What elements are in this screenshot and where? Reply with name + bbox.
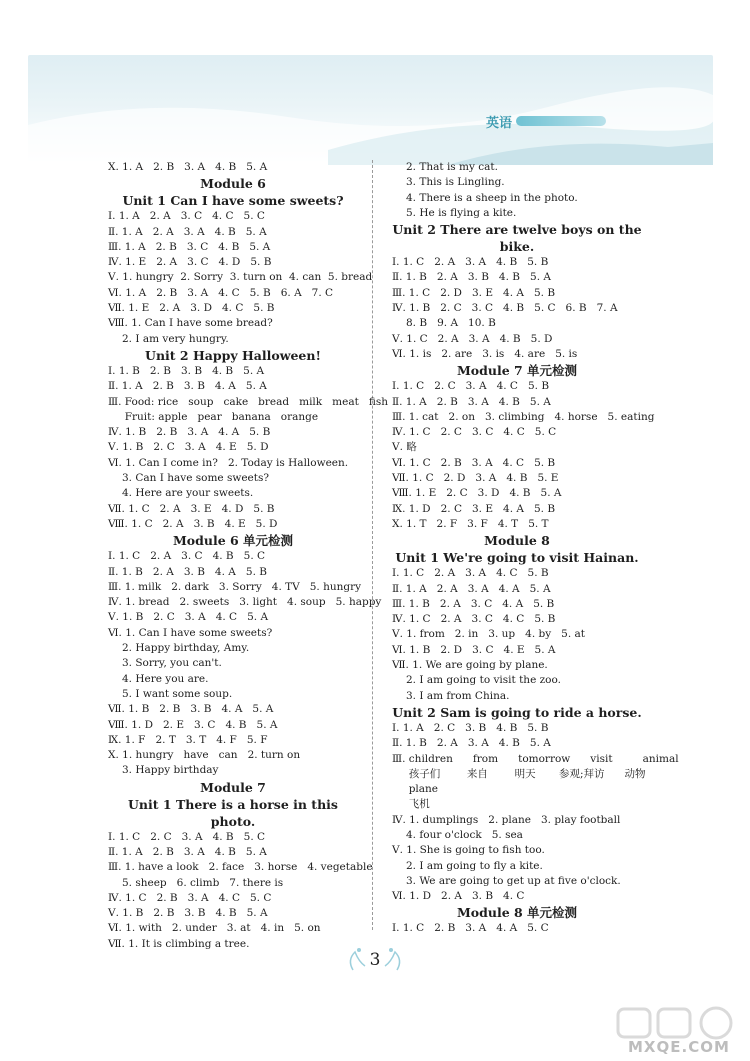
answer-line: Ⅷ. 1. E 2. C 3. D 4. B 5. A — [392, 487, 562, 500]
answer-line: Ⅲ. 1. have a look 2. face 3. horse 4. vegetable — [108, 861, 373, 874]
answer-line: Ⅵ. 1. D 2. A 3. B 4. C — [392, 890, 525, 903]
section-heading: Unit 1 Can I have some sweets? — [122, 193, 344, 209]
answer-line: Ⅴ. 1. B 2. C 3. A 4. C 5. A — [108, 611, 269, 624]
section-heading: Module 6 单元检测 — [172, 533, 294, 549]
answer-line: Ⅲ. 1. C 2. D 3. E 4. A 5. B — [392, 286, 556, 299]
answer-line: 飞机 — [392, 798, 430, 811]
answer-line: Ⅲ. Food: rice soup cake bread milk meat fish — [108, 395, 388, 408]
answer-line: Ⅲ. children from tomorrow visit animal — [392, 752, 679, 765]
answer-line: Ⅲ. 1. milk 2. dark 3. Sorry 4. TV 5. hungry — [108, 580, 362, 593]
answer-line: 3. Can I have some sweets? — [122, 472, 269, 485]
answer-line: Ⅶ. 1. C 2. D 3. A 4. B 5. E — [392, 472, 559, 485]
answer-line: Ⅹ. 1. hungry have can 2. turn on — [108, 749, 301, 762]
section-heading: Module 6 — [200, 176, 266, 192]
answer-line: Ⅵ. 1. Can I have some sweets? — [108, 626, 273, 639]
section-heading: Module 7 单元检测 — [456, 363, 578, 379]
answer-line: Ⅱ. 1. B 2. A 3. A 4. B 5. A — [392, 737, 551, 750]
answer-line: Ⅷ. 1. C 2. A 3. B 4. E 5. D — [108, 517, 278, 530]
answer-line: Ⅰ. 1. A 2. C 3. B 4. B 5. B — [392, 721, 549, 734]
answer-line: Ⅳ. 1. bread 2. sweets 3. light 4. soup 5. happy — [108, 596, 382, 609]
answer-line: 2. I am going to visit the zoo. — [406, 674, 561, 687]
answer-line: Ⅷ. 1. D 2. E 3. C 4. B 5. A — [108, 718, 278, 731]
answer-line: Ⅱ. 1. A 2. B 3. A 4. B 5. A — [392, 395, 551, 408]
answer-line: Ⅳ. 1. B 2. B 3. A 4. A 5. B — [108, 426, 271, 439]
column-divider — [372, 160, 373, 930]
answer-line: Ⅶ. 1. It is climbing a tree. — [108, 937, 250, 950]
section-heading: Module 7 — [200, 779, 266, 795]
answer-line: 5. I want some soup. — [122, 687, 233, 700]
answer-line: Ⅴ. 1. C 2. A 3. A 4. B 5. D — [392, 332, 553, 345]
answer-line: Ⅶ. 1. E 2. A 3. D 4. C 5. B — [108, 302, 275, 315]
answer-line: Ⅷ. 1. Can I have some bread? — [108, 317, 273, 330]
answer-line: Ⅴ. 1. from 2. in 3. up 4. by 5. at — [392, 628, 586, 641]
answer-line: 4. There is a sheep in the photo. — [406, 191, 578, 204]
section-heading: bike. — [499, 239, 535, 255]
answer-line: 3. I am from China. — [406, 689, 510, 702]
right-column — [392, 160, 679, 937]
answer-line: Ⅴ. 1. B 2. B 3. B 4. B 5. A — [108, 907, 268, 920]
section-heading: Unit 1 There is a horse in this photo. — [128, 796, 338, 829]
answer-line: plane — [392, 783, 439, 796]
answer-line: Ⅸ. 1. D 2. C 3. E 4. A 5. B — [392, 502, 556, 515]
answer-line: 2. Happy birthday, Amy. — [122, 642, 250, 655]
answer-line: Ⅰ. 1. A 2. A 3. C 4. C 5. C — [108, 210, 265, 223]
section-heading: Unit 2 Sam is going to ride a horse. — [392, 704, 642, 720]
answer-line: 2. I am very hungry. — [122, 332, 229, 345]
watermark-text: MXQE.COM — [628, 1038, 730, 1056]
answer-line: Ⅹ. 1. A 2. B 3. A 4. B 5. A — [108, 161, 268, 173]
answer-line: Ⅸ. 1. F 2. T 3. T 4. F 5. F — [108, 733, 268, 746]
section-heading: Unit 2 Happy Halloween! — [145, 347, 321, 363]
answer-line: Ⅶ. 1. B 2. B 3. B 4. A 5. A — [108, 703, 274, 716]
answer-line: Ⅰ. 1. C 2. A 3. A 4. C 5. B — [392, 567, 549, 580]
answer-line: Ⅳ. 1. dumplings 2. plane 3. play football — [392, 813, 621, 826]
answer-line: Ⅴ. 1. B 2. C 3. A 4. E 5. D — [108, 441, 269, 454]
answer-line: Ⅲ. 1. cat 2. on 3. climbing 4. horse 5. eating — [392, 410, 655, 423]
answer-line: Ⅹ. 1. T 2. F 3. F 4. T 5. T — [392, 517, 549, 530]
answer-line: Ⅱ. 1. A 2. B 3. B 4. A 5. A — [108, 380, 267, 393]
subject-tag — [486, 110, 606, 132]
banner-wave-decoration — [28, 55, 713, 165]
answer-line: Ⅱ. 1. B 2. A 3. B 4. A 5. B — [108, 565, 267, 578]
answer-line: 3. We are going to get up at five o'clock. — [406, 874, 621, 887]
answer-line: Ⅵ. 1. with 2. under 3. at 4. in 5. on — [108, 922, 321, 935]
answer-line: Ⅰ. 1. B 2. B 3. B 4. B 5. A — [108, 364, 265, 377]
answer-line: Ⅵ. 1. Can I come in? 2. Today is Halloween. — [108, 456, 349, 469]
answer-line: Ⅴ. 1. She is going to fish too. — [392, 844, 545, 857]
answer-line: 2. I am going to fly a kite. — [406, 859, 543, 872]
subject-bar — [516, 116, 606, 126]
answer-line: Ⅵ. 1. C 2. B 3. A 4. C 5. B — [392, 456, 556, 469]
answer-line: 2. That is my cat. — [406, 161, 498, 173]
answer-line: Ⅰ. 1. C 2. C 3. A 4. B 5. C — [108, 830, 266, 843]
answer-line: 4. Here are your sweets. — [122, 487, 254, 500]
answer-line: Ⅱ. 1. B 2. A 3. B 4. B 5. A — [392, 271, 551, 284]
answer-line: Ⅵ. 1. A 2. B 3. A 4. C 5. B 6. A 7. C — [108, 286, 334, 299]
answer-line: 5. sheep 6. climb 7. there is — [122, 876, 284, 889]
answer-line: Ⅱ. 1. A 2. B 3. A 4. B 5. A — [108, 845, 267, 858]
answer-line: Ⅲ. 1. B 2. A 3. C 4. A 5. B — [392, 597, 555, 610]
answer-line: Ⅰ. 1. C 2. A 3. C 4. B 5. C — [108, 550, 266, 563]
answer-line: Ⅶ. 1. We are going by plane. — [392, 659, 548, 672]
answer-line: Ⅰ. 1. C 2. C 3. A 4. C 5. B — [392, 380, 550, 393]
answer-line: Ⅰ. 1. C 2. A 3. A 4. B 5. B — [392, 256, 549, 269]
answer-line: 孩子们 来自 明天 参观;拜访 动物 — [392, 767, 646, 780]
answer-line: Fruit: apple pear banana orange — [108, 410, 319, 423]
subject-label: 英语 — [486, 115, 513, 131]
answer-line: Ⅳ. 1. E 2. A 3. C 4. D 5. B — [108, 256, 272, 269]
header-banner — [28, 55, 713, 165]
answer-line: Ⅴ. 略 — [392, 441, 417, 454]
section-heading: Unit 1 We're going to visit Hainan. — [395, 550, 639, 566]
answer-line: Ⅳ. 1. B 2. C 3. C 4. B 5. C 6. B 7. A — [392, 302, 618, 315]
page-number: 3 — [369, 950, 381, 970]
answer-line: Ⅳ. 1. C 2. B 3. A 4. C 5. C — [108, 891, 272, 904]
answer-line: Ⅲ. 1. A 2. B 3. C 4. B 5. A — [108, 240, 271, 253]
answer-line: Ⅴ. 1. hungry 2. Sorry 3. turn on 4. can 5. bread — [108, 271, 373, 284]
section-heading: Unit 2 There are twelve boys on the — [392, 222, 642, 238]
answer-line: 3. This is Lingling. — [406, 176, 505, 189]
answer-line: 4. four o'clock 5. sea — [406, 828, 523, 841]
answer-line: Ⅵ. 1. B 2. D 3. C 4. E 5. A — [392, 643, 556, 656]
answer-line: Ⅳ. 1. C 2. C 3. C 4. C 5. C — [392, 426, 557, 439]
answer-line: 4. Here you are. — [122, 672, 209, 685]
answer-line: Ⅵ. 1. is 2. are 3. is 4. are 5. is — [392, 347, 578, 360]
answer-line: 3. Happy birthday — [122, 764, 219, 777]
answer-line: 3. Sorry, you can't. — [122, 657, 222, 670]
section-heading: Module 8 单元检测 — [456, 905, 578, 921]
answer-line: Ⅶ. 1. C 2. A 3. E 4. D 5. B — [108, 502, 275, 515]
answer-line: Ⅱ. 1. A 2. A 3. A 4. A 5. A — [392, 582, 551, 595]
section-heading: Module 8 — [484, 533, 550, 549]
answer-line: Ⅱ. 1. A 2. A 3. A 4. B 5. A — [108, 225, 267, 238]
answer-line: Ⅰ. 1. C 2. B 3. A 4. A 5. C — [392, 922, 549, 935]
answer-line: 5. He is flying a kite. — [406, 206, 517, 219]
answer-line: 8. B 9. A 10. B — [406, 317, 496, 330]
answer-line: Ⅳ. 1. C 2. A 3. C 4. C 5. B — [392, 613, 556, 626]
left-column — [108, 160, 388, 952]
